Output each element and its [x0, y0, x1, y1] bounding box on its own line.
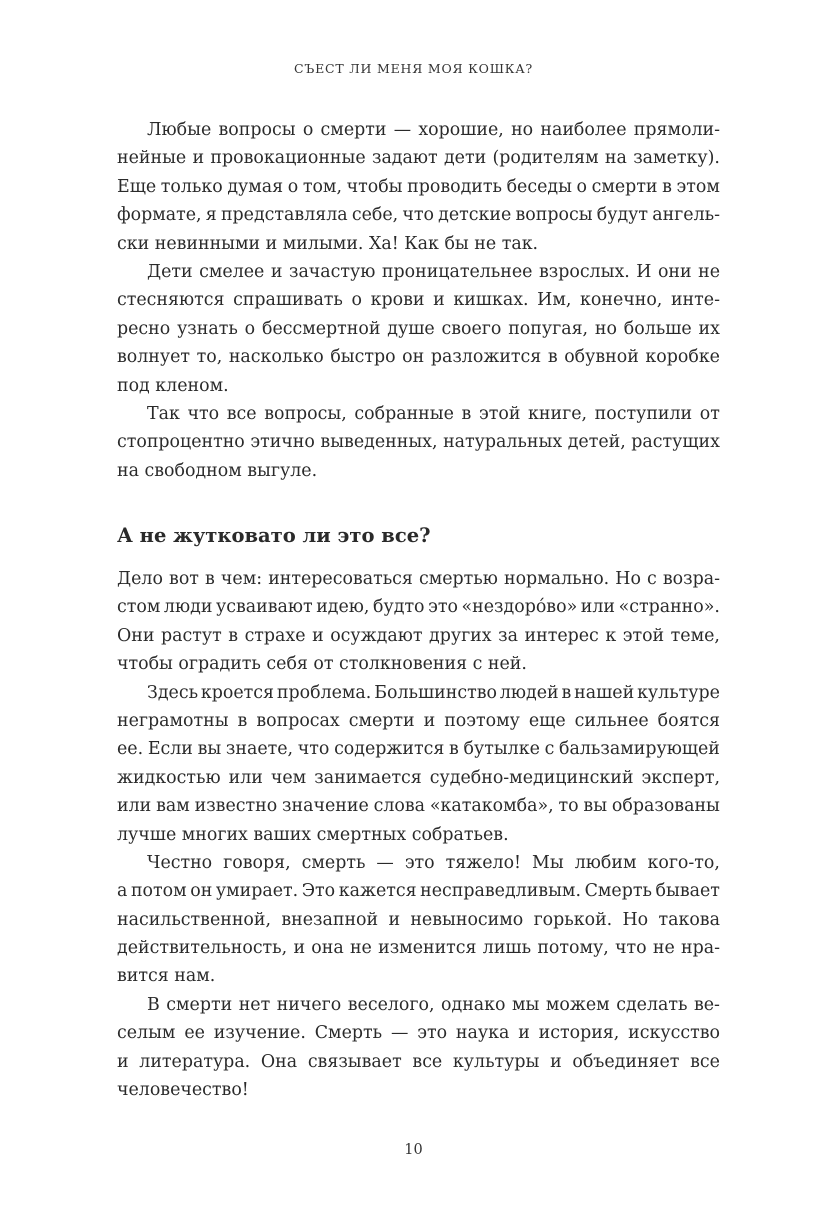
text-line: Дети смелее и зачастую проницательнее взрослых. И они не	[147, 261, 720, 282]
text-line: Еще только думая о том, чтобы проводить беседы о смерти в этом	[117, 176, 720, 197]
text-line: Любые вопросы о смерти — хорошие, но наиболее прямоли-	[147, 120, 720, 140]
text-line: вится нам.	[117, 966, 216, 987]
text-line: чтобы оградить себя от столкновения с ней.	[117, 654, 527, 675]
text-line: стом люди усваивают идею, будто это «нездоро́во» или «странно».	[117, 597, 720, 618]
text-line: стопроцентно этично выведенных, натуральных детей, растущих	[117, 432, 720, 453]
text-line: нейные и провокационные задают дети (родителям на заметку).	[117, 148, 720, 169]
text-line: ресно узнать о бессмертной душе своего попугая, но больше их	[117, 318, 720, 339]
text-line: селым ее изучение. Смерть — это наука и история, искусство	[117, 1023, 720, 1044]
text-line: под кленом.	[117, 375, 229, 396]
intro-text	[117, 116, 720, 485]
section-heading: А не жутковато ли это все?	[117, 524, 431, 547]
text-line: действительность, и она не изменится лишь потому, что не нра-	[117, 938, 720, 959]
text-line: и литература. Она связывает все культуры и объединяет все	[117, 1051, 720, 1072]
text-line: ски невинными и милыми. Ха! Как бы не так.	[117, 233, 539, 254]
text-line: Так что все вопросы, собранные в этой книге, поступили от	[147, 403, 720, 424]
text-line: Дело вот в чем: интересоваться смертью нормально. Но с возра-	[117, 569, 720, 589]
text-line: Честно говоря, смерть — это тяжело! Мы любим кого-то,	[147, 852, 720, 873]
text-line: стесняются спрашивать о крови и кишках. Им, конечно, инте-	[117, 290, 720, 311]
text-line: неграмотны в вопросах смерти и поэтому еще сильнее боятся	[117, 710, 720, 731]
text-line: а потом он умирает. Это кажется несправедливым. Смерть бывает	[117, 881, 720, 902]
running-head: СЪЕСТ ЛИ МЕНЯ МОЯ КОШКА?	[293, 61, 534, 76]
text-line: Они растут в страхе и осуждают других за интерес к этой теме,	[117, 625, 720, 646]
text-line: насильственной, внезапной и невыносимо горькой. Но такова	[117, 909, 720, 930]
page-number: 10	[404, 1142, 423, 1158]
text-line: жидкостью или чем занимается судебно-медицинский эксперт,	[117, 767, 720, 788]
text-line: человечество!	[117, 1080, 249, 1101]
section-text	[117, 565, 720, 1104]
text-line: волнует то, насколько быстро он разложится в обувной коробке	[117, 347, 720, 368]
text-line: В смерти нет ничего веселого, однако мы можем сделать ве-	[147, 994, 720, 1015]
text-line: Здесь кроется проблема. Большинство людей в нашей культуре	[147, 682, 720, 703]
text-line: лучше многих ваших смертных собратьев.	[117, 824, 509, 845]
text-line: формате, я представляла себе, что детские вопросы будут ангель-	[117, 205, 720, 226]
text-line: на свободном выгуле.	[117, 460, 318, 481]
text-line: ее. Если вы знаете, что содержится в бутылке с бальзамирующей	[117, 739, 720, 760]
text-line: или вам известно значение слова «катакомба», то вы образованы	[117, 796, 720, 817]
